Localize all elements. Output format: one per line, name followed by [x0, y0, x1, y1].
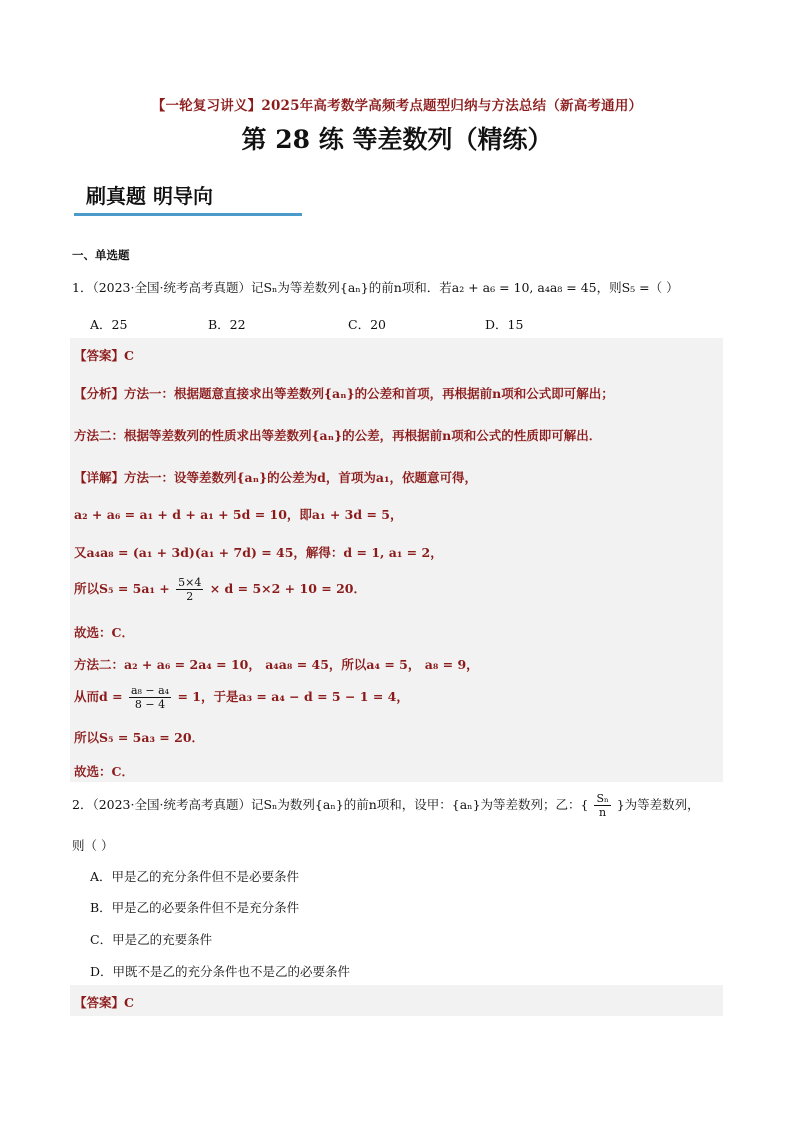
question-2-solution-block — [70, 985, 723, 1016]
q1-detail-1: 【详解】方法一：设等差数列{aₙ}的公差为d，首项为a₁，依题意可得， — [74, 470, 477, 485]
document-subtitle: 【一轮复习讲义】2025年高考数学高频考点题型归纳与方法总结（新高考通用） — [151, 98, 643, 114]
q1-method2-1: 方法二：a₂ + a₆ = 2a₄ = 10， a₄a₈ = 45，所以a₄ = 5， a₈ = 9， — [74, 657, 479, 672]
q1-detail-4-pre: 所以S₅ = 5a₁ + — [74, 581, 170, 596]
q1-analysis-1: 【分析】方法一：根据题意直接求出等差数列{aₙ}的公差和首项，再根据前n项和公式即可解出； — [74, 386, 614, 401]
q1-choose-2: 故选：C． — [74, 764, 134, 779]
q1-method2-2-numerator: a₈ − a₄ — [130, 684, 170, 697]
section-underline — [74, 213, 302, 216]
q1-detail-4 — [74, 576, 366, 603]
q1-detail-4-numerator: 5×4 — [178, 576, 202, 589]
document-title: 第 28 练 等差数列（精练） — [241, 125, 553, 154]
question-1-stem: 1．（2023·全国·统考高考真题）记Sₙ为等差数列{aₙ}的前n项和．若a₂ + a₆ = 10, a₄a₈ = 45，则S₅ =（ ） — [72, 280, 679, 295]
q1-method2-2 — [74, 684, 409, 711]
q1-method2-3: 所以S₅ = 5a₃ = 20． — [74, 730, 205, 745]
q2-option-c: C．甲是乙的充要条件 — [90, 932, 213, 947]
q2-stem-numerator: Sₙ — [596, 792, 609, 805]
q2-option-d: D．甲既不是乙的充分条件也不是乙的必要条件 — [90, 964, 351, 979]
q1-method2-2-post: = 1，于是a₃ = a₄ − d = 5 − 1 = 4， — [177, 689, 409, 704]
q1-method2-2-fraction — [129, 684, 171, 711]
q2-stem-pre: 2．（2023·全国·统考高考真题）记Sₙ为数列{aₙ}的前n项和，设甲：{aₙ}为等差数列；乙：{ — [72, 797, 589, 812]
q2-stem-fraction — [594, 792, 610, 819]
q2-stem-post: }为等差数列， — [616, 797, 700, 812]
q2-stem-denominator: n — [599, 806, 607, 819]
q1-answer: 【答案】C — [74, 348, 134, 363]
option-d: D．15 — [485, 317, 524, 332]
q1-detail-4-fraction — [176, 576, 203, 603]
q1-detail-4-post: × d = 5×2 + 10 = 20． — [209, 581, 366, 596]
option-c: C．20 — [348, 317, 386, 332]
question-2-stem — [72, 792, 700, 819]
option-b: B．22 — [208, 317, 246, 332]
q2-option-b: B．甲是乙的必要条件但不是充分条件 — [90, 900, 300, 915]
q1-method2-2-denominator: 8 − 4 — [134, 698, 166, 711]
part-label: 一、单选题 — [72, 248, 130, 262]
q2-option-a: A．甲是乙的充分条件但不是必要条件 — [90, 869, 300, 884]
q1-detail-3: 又a₄a₈ = (a₁ + 3d)(a₁ + 7d) = 45，解得：d = 1, a₁ = 2， — [74, 545, 443, 560]
question-2-stem-2: 则（ ） — [72, 838, 114, 853]
q2-answer: 【答案】C — [74, 995, 134, 1010]
q1-analysis-2: 方法二：根据等差数列的性质求出等差数列{aₙ}的公差，再根据前n项和公式的性质即可解出． — [74, 428, 602, 443]
option-a: A．25 — [90, 317, 128, 332]
q1-method2-2-pre: 从而d = — [74, 689, 123, 704]
q1-detail-4-denominator: 2 — [186, 590, 194, 603]
section-title: 刷真题 明导向 — [86, 184, 213, 208]
q1-detail-2: a₂ + a₆ = a₁ + d + a₁ + 5d = 10，即a₁ + 3d = 5， — [74, 507, 403, 522]
q1-choose-1: 故选：C． — [74, 625, 134, 640]
